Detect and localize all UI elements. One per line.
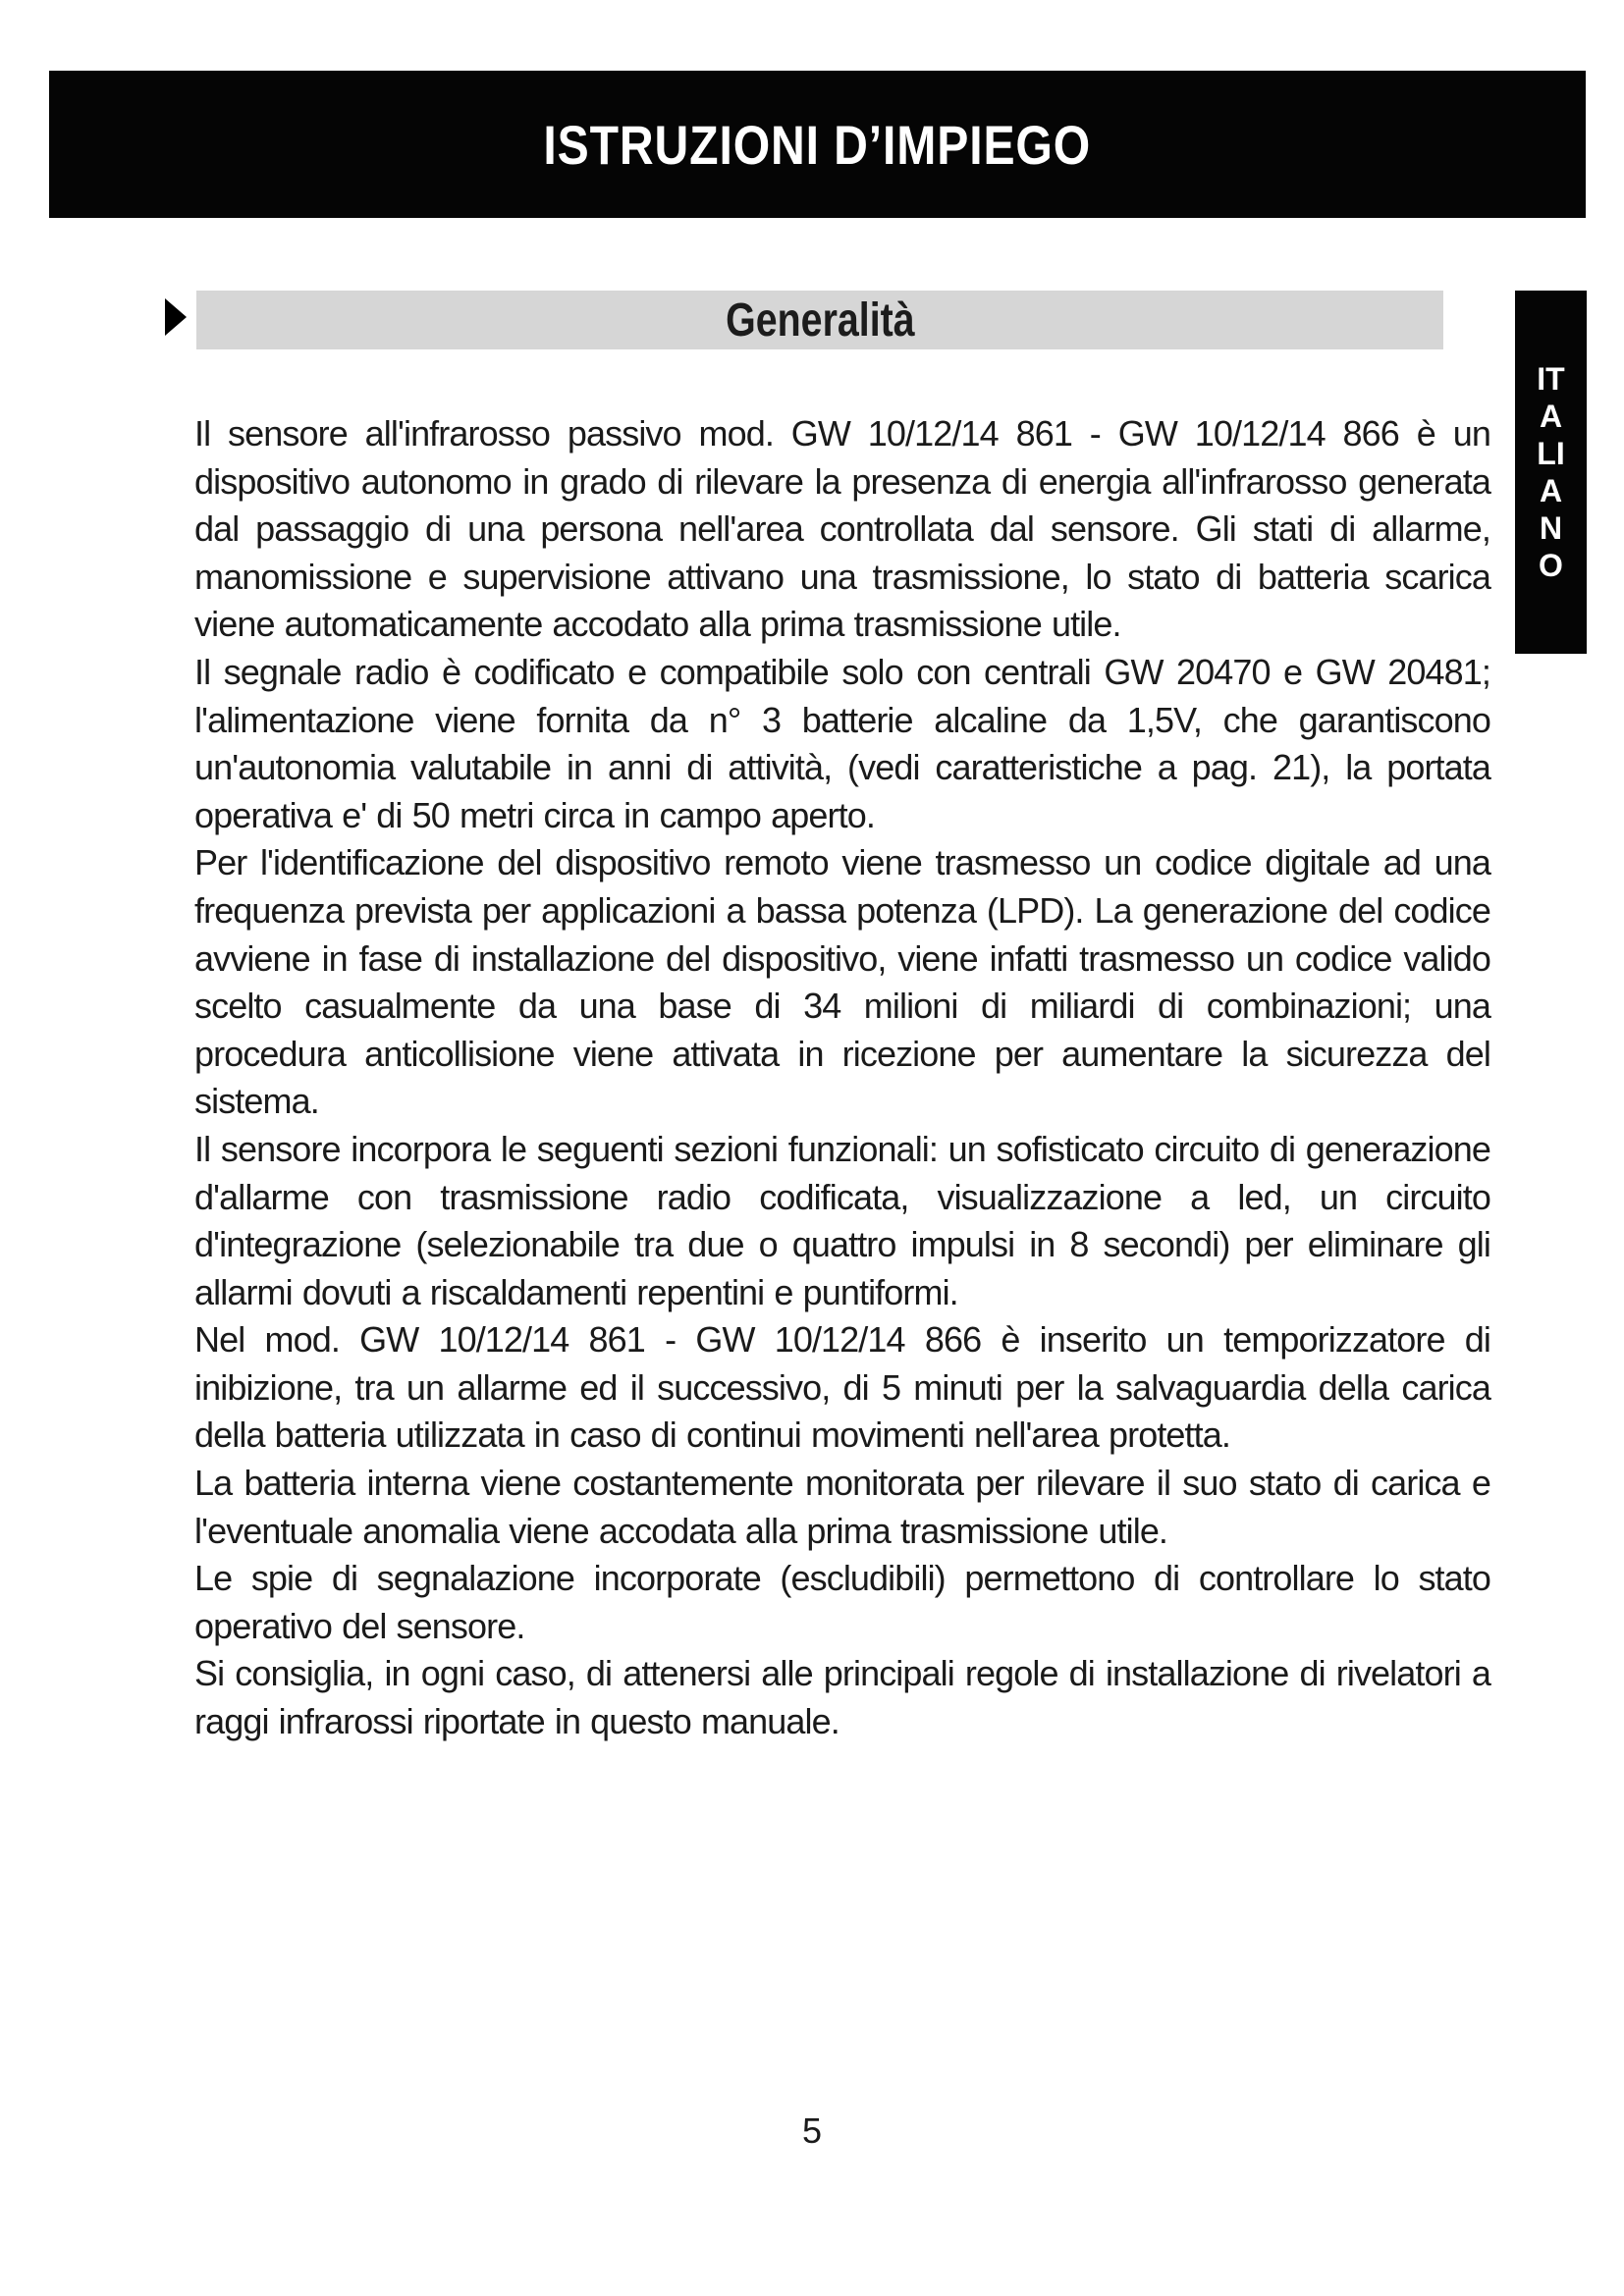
page-number: 5	[801, 2110, 823, 2151]
page-title: ISTRUZIONI D’IMPIEGO	[543, 113, 1092, 176]
section-heading-band	[196, 291, 1443, 349]
paragraph: Per l'identificazione del dispositivo remoto viene trasmesso un codice digitale ad una frequenza prevista per applicazioni a bassa potenza (LPD). La generazione del codice avviene in fase di installazione del dispositivo, viene infatti trasmesso un codice valido scelto casualmente da una base di 34 milioni di miliardi di combinazioni; una procedura anticollisione viene attivata in ricezione per aumentare la sicurezza del sistema.	[194, 842, 1490, 1122]
paragraph: La batteria interna viene costantemente monitorata per rilevare il suo stato di carica e l'eventuale anomalia viene accodata alla prima trasmissione utile.	[194, 1463, 1490, 1551]
body-text	[194, 410, 1490, 1746]
language-tab-label: ITALIANO	[1537, 361, 1565, 583]
paragraph: Il segnale radio è codificato e compatibile solo con centrali GW 20470 e GW 20481; l'alimentazione viene fornita da n° 3 batterie alcaline da 1,5V, che garantiscono un'autonomia valutabile in anni di attività, (vedi caratteristiche a pag. 21), la portata operativa e' di 50 metri circa in campo aperto.	[194, 651, 1490, 835]
triangle-right-icon	[165, 298, 187, 336]
language-tab	[1515, 291, 1587, 654]
section-title: Generalità	[725, 294, 915, 347]
paragraph: Nel mod. GW 10/12/14 861 - GW 10/12/14 866 è inserito un temporizzatore di inibizione, tra un allarme ed il successivo, di 5 minuti per la salvaguardia della carica della batteria utilizzata in caso di continui movimenti nell'area protetta.	[194, 1319, 1490, 1456]
paragraph: Le spie di segnalazione incorporate (escludibili) permettono di controllare lo stato operativo del sensore.	[194, 1558, 1490, 1646]
paragraph: Il sensore all'infrarosso passivo mod. GW 10/12/14 861 - GW 10/12/14 866 è un dispositivo autonomo in grado di rilevare la presenza di energia all'infrarosso generata dal passaggio di una persona nell'area controllata dal sensore. Gli stati di allarme, manomissione e supervisione attivano una trasmissione, lo stato di batteria scarica viene automaticamente accodato alla prima trasmissione utile.	[194, 413, 1490, 645]
paragraph: Si consiglia, in ogni caso, di attenersi alle principali regole di installazione di rivelatori a raggi infrarossi riportate in questo manuale.	[194, 1653, 1490, 1742]
paragraph: Il sensore incorpora le seguenti sezioni funzionali: un sofisticato circuito di generazione d'allarme con trasmissione radio codificata, visualizzazione a led, un circuito d'integrazione (selezionabile tra due o quattro impulsi in 8 secondi) per eliminare gli allarmi dovuti a riscaldamenti repentini e puntiformi.	[194, 1128, 1490, 1312]
header-bar	[49, 71, 1586, 218]
